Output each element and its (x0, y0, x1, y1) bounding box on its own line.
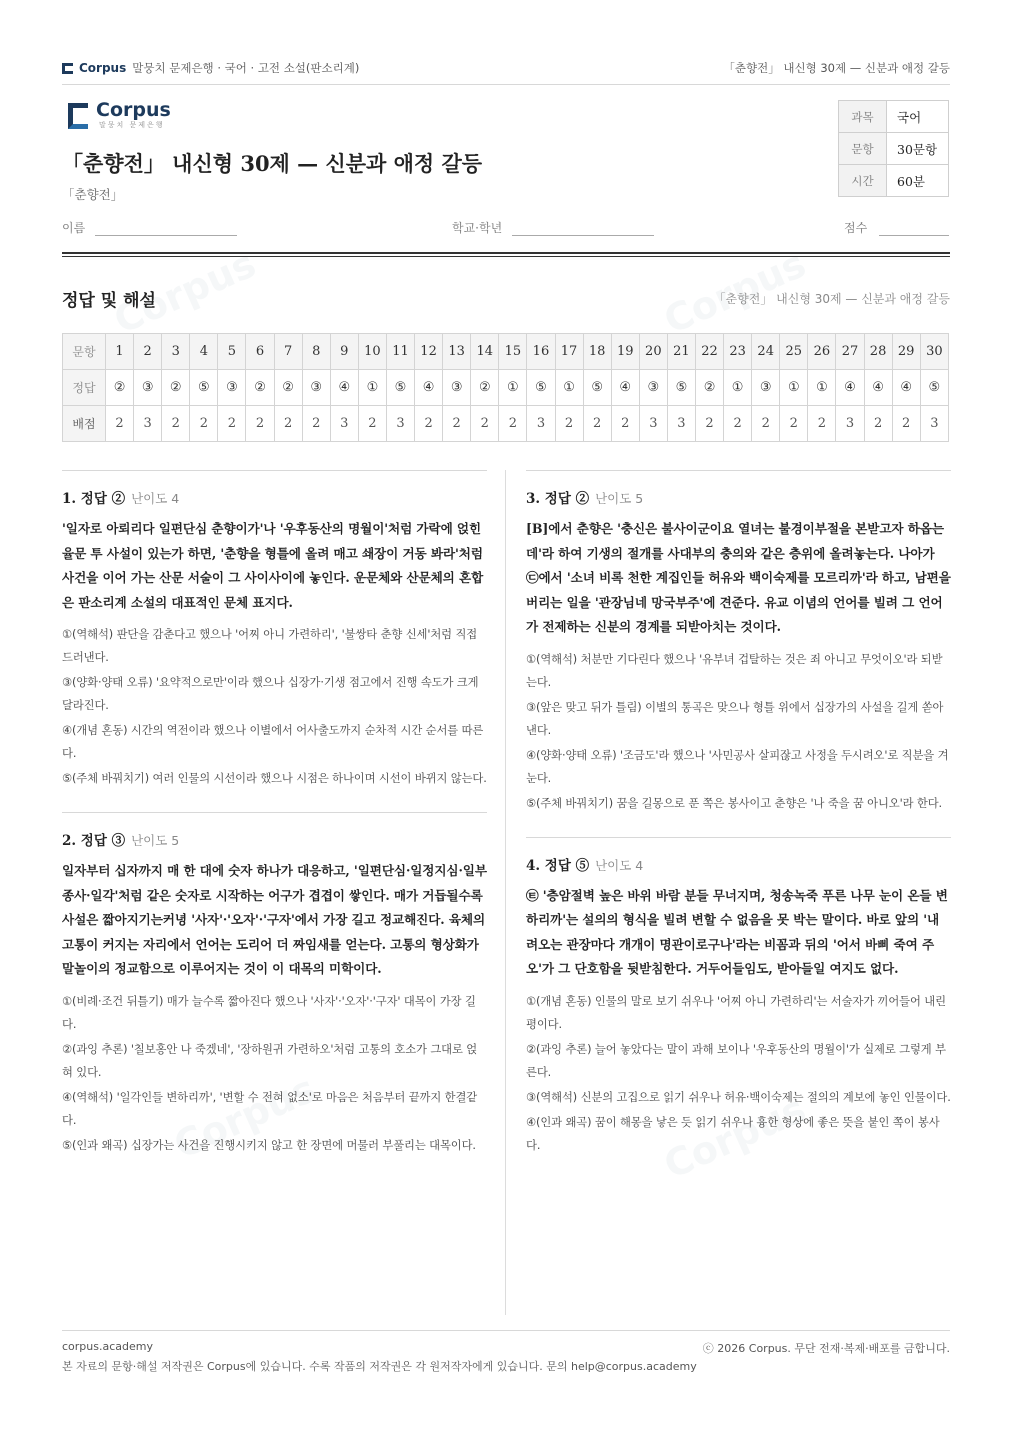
grid-question-number: 24 (752, 334, 780, 370)
option-explanation: ①(역해석) 판단을 감춘다고 했으나 '어찌 아니 가련하리', '불쌍타 춘향 신세'처럼 직접 드러낸다. (62, 628, 478, 664)
grid-answer-cell: ④ (611, 370, 639, 406)
difficulty-label: 난이도 4 (595, 857, 644, 873)
grid-answer-cell: ⑤ (386, 370, 414, 406)
explanation-column-right (526, 470, 951, 1179)
school-field (452, 218, 654, 236)
grid-question-number: 20 (639, 334, 667, 370)
document-subtitle: 「춘향전」 (62, 187, 124, 202)
grid-question-number: 26 (808, 334, 836, 370)
grid-points-cell: 2 (499, 406, 527, 442)
grid-question-number: 12 (415, 334, 443, 370)
grid-points-cell: 2 (695, 406, 723, 442)
explanation-main: '일자로 아뢰리다 일편단심 춘향이가'나 '우후동산의 명월이'처럼 가락에 얹힌 율문 투 사설이 있는가 하면, '춘향을 형틀에 올려 매고 쇄장이 거동 봐라'처럼 사건을 이어 가는 산문 서술이 그 사이사이에 놓인다. 운문체와 산문체의 혼합은 판소리계 소설의 대표적인 문체 표지다. (62, 521, 484, 610)
grid-question-number: 7 (274, 334, 302, 370)
grid-question-number: 18 (583, 334, 611, 370)
exam-meta-table (838, 100, 949, 197)
option-explanation: ④(인과 왜곡) 꿈이 해몽을 낳은 듯 읽기 쉬우나 흉한 형상에 좋은 뜻을 붙인 쪽이 봉사다. (526, 1115, 940, 1152)
running-header (62, 58, 950, 78)
section-subtitle: 「춘향전」 내신형 30제 — 신분과 애정 갈등 (713, 292, 950, 306)
grid-answer-cell: ① (555, 370, 583, 406)
answer-label: 1. 정답 ② (62, 491, 126, 507)
grid-points-cell: 2 (471, 406, 499, 442)
logo-name: Corpus (96, 99, 171, 121)
grid-points-cell: 2 (780, 406, 808, 442)
running-path: 말뭉치 문제은행 · 국어 · 고전 소설(판소리계) (132, 61, 360, 75)
grid-points-cell: 3 (920, 406, 948, 442)
grid-points-cell: 3 (667, 406, 695, 442)
grid-question-number: 8 (302, 334, 330, 370)
question-head (526, 487, 951, 507)
difficulty-label: 난이도 5 (595, 491, 644, 506)
grid-points-cell: 2 (864, 406, 892, 442)
grid-answer-cell: ③ (302, 370, 330, 406)
grid-answer-cell: ① (499, 370, 527, 406)
footer-site-link[interactable]: corpus.academy (62, 1340, 153, 1353)
grid-question-number: 16 (527, 334, 555, 370)
grid-question-number: 1 (106, 334, 134, 370)
grid-question-number: 28 (864, 334, 892, 370)
running-title: 「춘향전」 내신형 30제 — 신분과 애정 갈등 (723, 61, 950, 75)
grid-question-number: 14 (471, 334, 499, 370)
meta-value: 국어 (887, 101, 949, 133)
grid-answer-cell: ③ (752, 370, 780, 406)
grid-answer-cell: ① (808, 370, 836, 406)
grid-question-number: 11 (386, 334, 414, 370)
question-explanation (62, 812, 487, 1157)
grid-answer-cell: ③ (218, 370, 246, 406)
grid-row-label: 배점 (63, 406, 106, 442)
grid-question-number: 27 (836, 334, 864, 370)
question-explanation (62, 470, 487, 790)
grid-points-cell: 2 (752, 406, 780, 442)
name-field (62, 218, 237, 236)
option-explanation: ⑤(인과 왜곡) 십장가는 사건을 진행시키지 않고 한 장면에 머물러 부풀리는 대목이다. (62, 1138, 476, 1152)
meta-key: 과목 (839, 101, 887, 133)
grid-question-number: 19 (611, 334, 639, 370)
grid-answer-cell: ⑤ (190, 370, 218, 406)
grid-answer-cell: ② (471, 370, 499, 406)
grid-question-number: 4 (190, 334, 218, 370)
grid-answer-cell: ② (162, 370, 190, 406)
header-divider (62, 84, 950, 85)
option-explanation: ①(개념 혼동) 인물의 말로 보기 쉬우나 '어찌 아니 가련하리'는 서술자가 끼어들어 내린 평이다. (526, 994, 946, 1031)
question-head (526, 854, 951, 874)
grid-answer-cell: ⑤ (527, 370, 555, 406)
student-info-row (62, 218, 950, 238)
grid-points-cell: 2 (808, 406, 836, 442)
section-divider (62, 256, 950, 257)
grid-answer-cell: ⑤ (920, 370, 948, 406)
explanation-main: [B]에서 춘향은 '충신은 불사이군이요 열녀는 불경이부절을 본받고자 하옵는데'라 하여 기생의 절개를 사대부의 충의와 같은 층위에 올려놓는다. 나아가 ㉢에서 '소녀 비록 천한 계집인들 허유와 백이숙제를 모르리까'라 하고, 남편을 버리는 일을 '관장님네 망국부주'에 견준다. 유교 이념의 언어를 빌려 그 언어가 전제하는 신분의 경계를 되받아치는 것이다. (526, 521, 951, 634)
grid-question-number: 10 (358, 334, 386, 370)
question-explanation (526, 837, 951, 1157)
grid-question-number: 13 (443, 334, 471, 370)
grid-points-cell: 2 (555, 406, 583, 442)
name-label: 이름 (62, 220, 86, 235)
corpus-logo-mark-icon (68, 103, 88, 129)
grid-points-cell: 2 (892, 406, 920, 442)
option-explanation: ④(양화·양태 오류) '조금도'라 했으나 '사민공사 살피잖고 사정을 두시려오'로 직분을 겨눈다. (526, 748, 949, 785)
grid-points-cell: 2 (611, 406, 639, 442)
grid-points-cell: 3 (330, 406, 358, 442)
option-explanation: ②(과잉 추론) '칠보홍안 나 죽겠네', '장하원귀 가련하오'처럼 고통의 호소가 그대로 얹혀 있다. (62, 1042, 478, 1079)
grid-answer-cell: ① (358, 370, 386, 406)
grid-question-number: 22 (695, 334, 723, 370)
name-blank[interactable] (95, 218, 237, 236)
section-divider (62, 252, 950, 254)
grid-answer-cell: ④ (415, 370, 443, 406)
corpus-logo (68, 100, 171, 130)
grid-question-number: 6 (246, 334, 274, 370)
grid-row-label: 정답 (63, 370, 106, 406)
school-label: 학교·학년 (452, 220, 503, 235)
grid-answer-cell: ② (106, 370, 134, 406)
grid-points-cell: 3 (386, 406, 414, 442)
grid-answer-cell: ① (780, 370, 808, 406)
option-explanation: ③(앞은 맞고 뒤가 틀림) 이별의 통곡은 맞으나 형틀 위에서 십장가의 사설을 길게 쏟아 낸다. (526, 700, 944, 737)
grid-answer-cell: ② (274, 370, 302, 406)
grid-question-number: 2 (134, 334, 162, 370)
grid-question-number: 25 (780, 334, 808, 370)
logo-tagline: 말뭉치 문제은행 (99, 121, 165, 129)
grid-question-number: 23 (724, 334, 752, 370)
option-explanation: ④(개념 혼동) 시간의 역전이라 했으나 이별에서 어사출도까지 순차적 시간 순서를 따른다. (62, 724, 484, 760)
grid-answer-cell: ④ (864, 370, 892, 406)
section-title: 정답 및 해설 (62, 291, 156, 311)
grid-row-label: 문항 (63, 334, 106, 370)
option-explanation: ②(과잉 추론) 늘어 놓았다는 말이 과해 보이나 '우후동산의 명월이'가 실제로 그렇게 부른다. (526, 1042, 946, 1079)
grid-answer-cell: ③ (443, 370, 471, 406)
explanation-main: 일자부터 십자까지 매 한 대에 숫자 하나가 대응하고, '일편단심·일정지심·일부종사·일각'처럼 같은 숫자로 시작하는 어구가 겹겹이 쌓인다. 매가 거듭될수록 사설은 짧아지기는커녕 '사자'·'오자'·'구자'에서 가장 길고 정교해진다. 육체의 고통이 커지는 자리에서 언어는 도리어 더 짜임새를 얻는다. 고통의 형상화가 말놀이의 정교함으로 이루어지는 것이 이 대목의 미학이다. (62, 863, 487, 976)
option-explanation: ⑤(주체 바꿔치기) 여러 인물의 시선이라 했으나 시점은 하나이며 시선이 바뀌지 않는다. (62, 772, 487, 785)
running-brand: Corpus (79, 61, 127, 75)
grid-points-cell: 3 (527, 406, 555, 442)
grid-answer-cell: ⑤ (667, 370, 695, 406)
grid-points-cell: 2 (162, 406, 190, 442)
difficulty-label: 난이도 4 (131, 491, 180, 506)
grid-question-number: 5 (218, 334, 246, 370)
grid-answer-cell: ③ (134, 370, 162, 406)
grid-question-number: 21 (667, 334, 695, 370)
option-explanation: ③(양화·양태 오류) '요약적으로만'이라 했으나 십장가·기생 점고에서 진행 속도가 크게 달라진다. (62, 676, 479, 712)
grid-points-cell: 3 (639, 406, 667, 442)
grid-question-number: 29 (892, 334, 920, 370)
grid-answer-cell: ③ (639, 370, 667, 406)
column-divider (505, 470, 506, 1315)
grid-points-cell: 2 (415, 406, 443, 442)
school-blank[interactable] (512, 218, 654, 236)
footer-copyright: ⓒ 2026 Corpus. 무단 전재·복제·배포를 금합니다. (702, 1342, 950, 1355)
grid-answer-cell: ② (695, 370, 723, 406)
grid-question-number: 9 (330, 334, 358, 370)
option-explanation: ④(역해석) '일각인들 변하리까', '변할 수 전혀 없소'로 마음은 처음부터 끝까지 한결같다. (62, 1090, 478, 1127)
difficulty-label: 난이도 5 (131, 833, 180, 848)
grid-points-cell: 3 (836, 406, 864, 442)
footer-divider (62, 1330, 950, 1331)
corpus-logo-icon (62, 63, 73, 74)
footer-notice: 본 자료의 문항·해설 저작권은 Corpus에 있습니다. 수록 작품의 저작권은 각 원저작자에게 있습니다. 문의 help@corpus.academy (62, 1360, 697, 1373)
question-head (62, 487, 487, 507)
grid-answer-cell: ④ (836, 370, 864, 406)
grid-row-numbers (63, 334, 949, 370)
meta-value: 60분 (887, 165, 949, 197)
option-explanation: ①(역해석) 처분만 기다린다 했으나 '유부녀 겁탈하는 것은 죄 아니고 무엇이오'라 되받는다. (526, 652, 943, 689)
question-explanation (526, 470, 951, 815)
answer-grid (62, 333, 949, 442)
grid-answer-cell: ② (246, 370, 274, 406)
grid-answer-cell: ① (724, 370, 752, 406)
grid-points-cell: 2 (583, 406, 611, 442)
grid-question-number: 17 (555, 334, 583, 370)
grid-question-number: 15 (499, 334, 527, 370)
grid-points-cell: 2 (246, 406, 274, 442)
meta-key: 시간 (839, 165, 887, 197)
grid-points-cell: 2 (302, 406, 330, 442)
grid-question-number: 30 (920, 334, 948, 370)
score-field (844, 218, 949, 236)
score-label: 점수 (844, 220, 868, 235)
grid-answer-cell: ⑤ (583, 370, 611, 406)
answer-label: 2. 정답 ③ (62, 833, 126, 849)
grid-points-cell: 2 (358, 406, 386, 442)
grid-points-cell: 2 (218, 406, 246, 442)
grid-points-cell: 2 (190, 406, 218, 442)
document-title: 「춘향전」 내신형 30제 — 신분과 애정 갈등 (62, 151, 483, 176)
meta-value: 30문항 (887, 133, 949, 165)
grid-row-answers (63, 370, 949, 406)
option-explanation: ③(역해석) 신분의 고집으로 읽기 쉬우나 허유·백이숙제는 절의의 계보에 놓인 인물이다. (526, 1090, 951, 1104)
meta-key: 문항 (839, 133, 887, 165)
option-explanation: ⑤(주체 바꿔치기) 꿈을 길몽으로 푼 쪽은 봉사이고 춘향은 '나 죽을 꿈 아니오'라 한다. (526, 796, 943, 810)
question-head (62, 829, 487, 849)
answer-label: 3. 정답 ② (526, 491, 590, 507)
explanation-main: ㉫ '층암절벽 높은 바위 바람 분들 무너지며, 청송녹죽 푸른 나무 눈이 온들 변하리까'는 설의의 형식을 빌려 변할 수 없음을 못 박는 말이다. 바로 앞의 '내려오는 관장마다 개개이 명관이로구나'라는 비꼼과 뒤의 '어서 바삐 죽여 주오'가 그 단호함을 뒷받침한다. 거두어들임도, 받아들일 여지도 없다. (526, 887, 948, 976)
grid-points-cell: 3 (134, 406, 162, 442)
grid-points-cell: 2 (106, 406, 134, 442)
grid-row-points (63, 406, 949, 442)
grid-answer-cell: ④ (330, 370, 358, 406)
grid-points-cell: 2 (274, 406, 302, 442)
grid-points-cell: 2 (443, 406, 471, 442)
answer-label: 4. 정답 ⑤ (526, 857, 590, 874)
explanation-column-left (62, 470, 487, 1179)
grid-question-number: 3 (162, 334, 190, 370)
score-blank[interactable] (879, 218, 949, 236)
grid-points-cell: 2 (724, 406, 752, 442)
option-explanation: ①(비례·조건 뒤틀기) 매가 늘수록 짧아진다 했으나 '사자'·'오자'·'구자' 대목이 가장 길다. (62, 994, 476, 1031)
grid-answer-cell: ④ (892, 370, 920, 406)
